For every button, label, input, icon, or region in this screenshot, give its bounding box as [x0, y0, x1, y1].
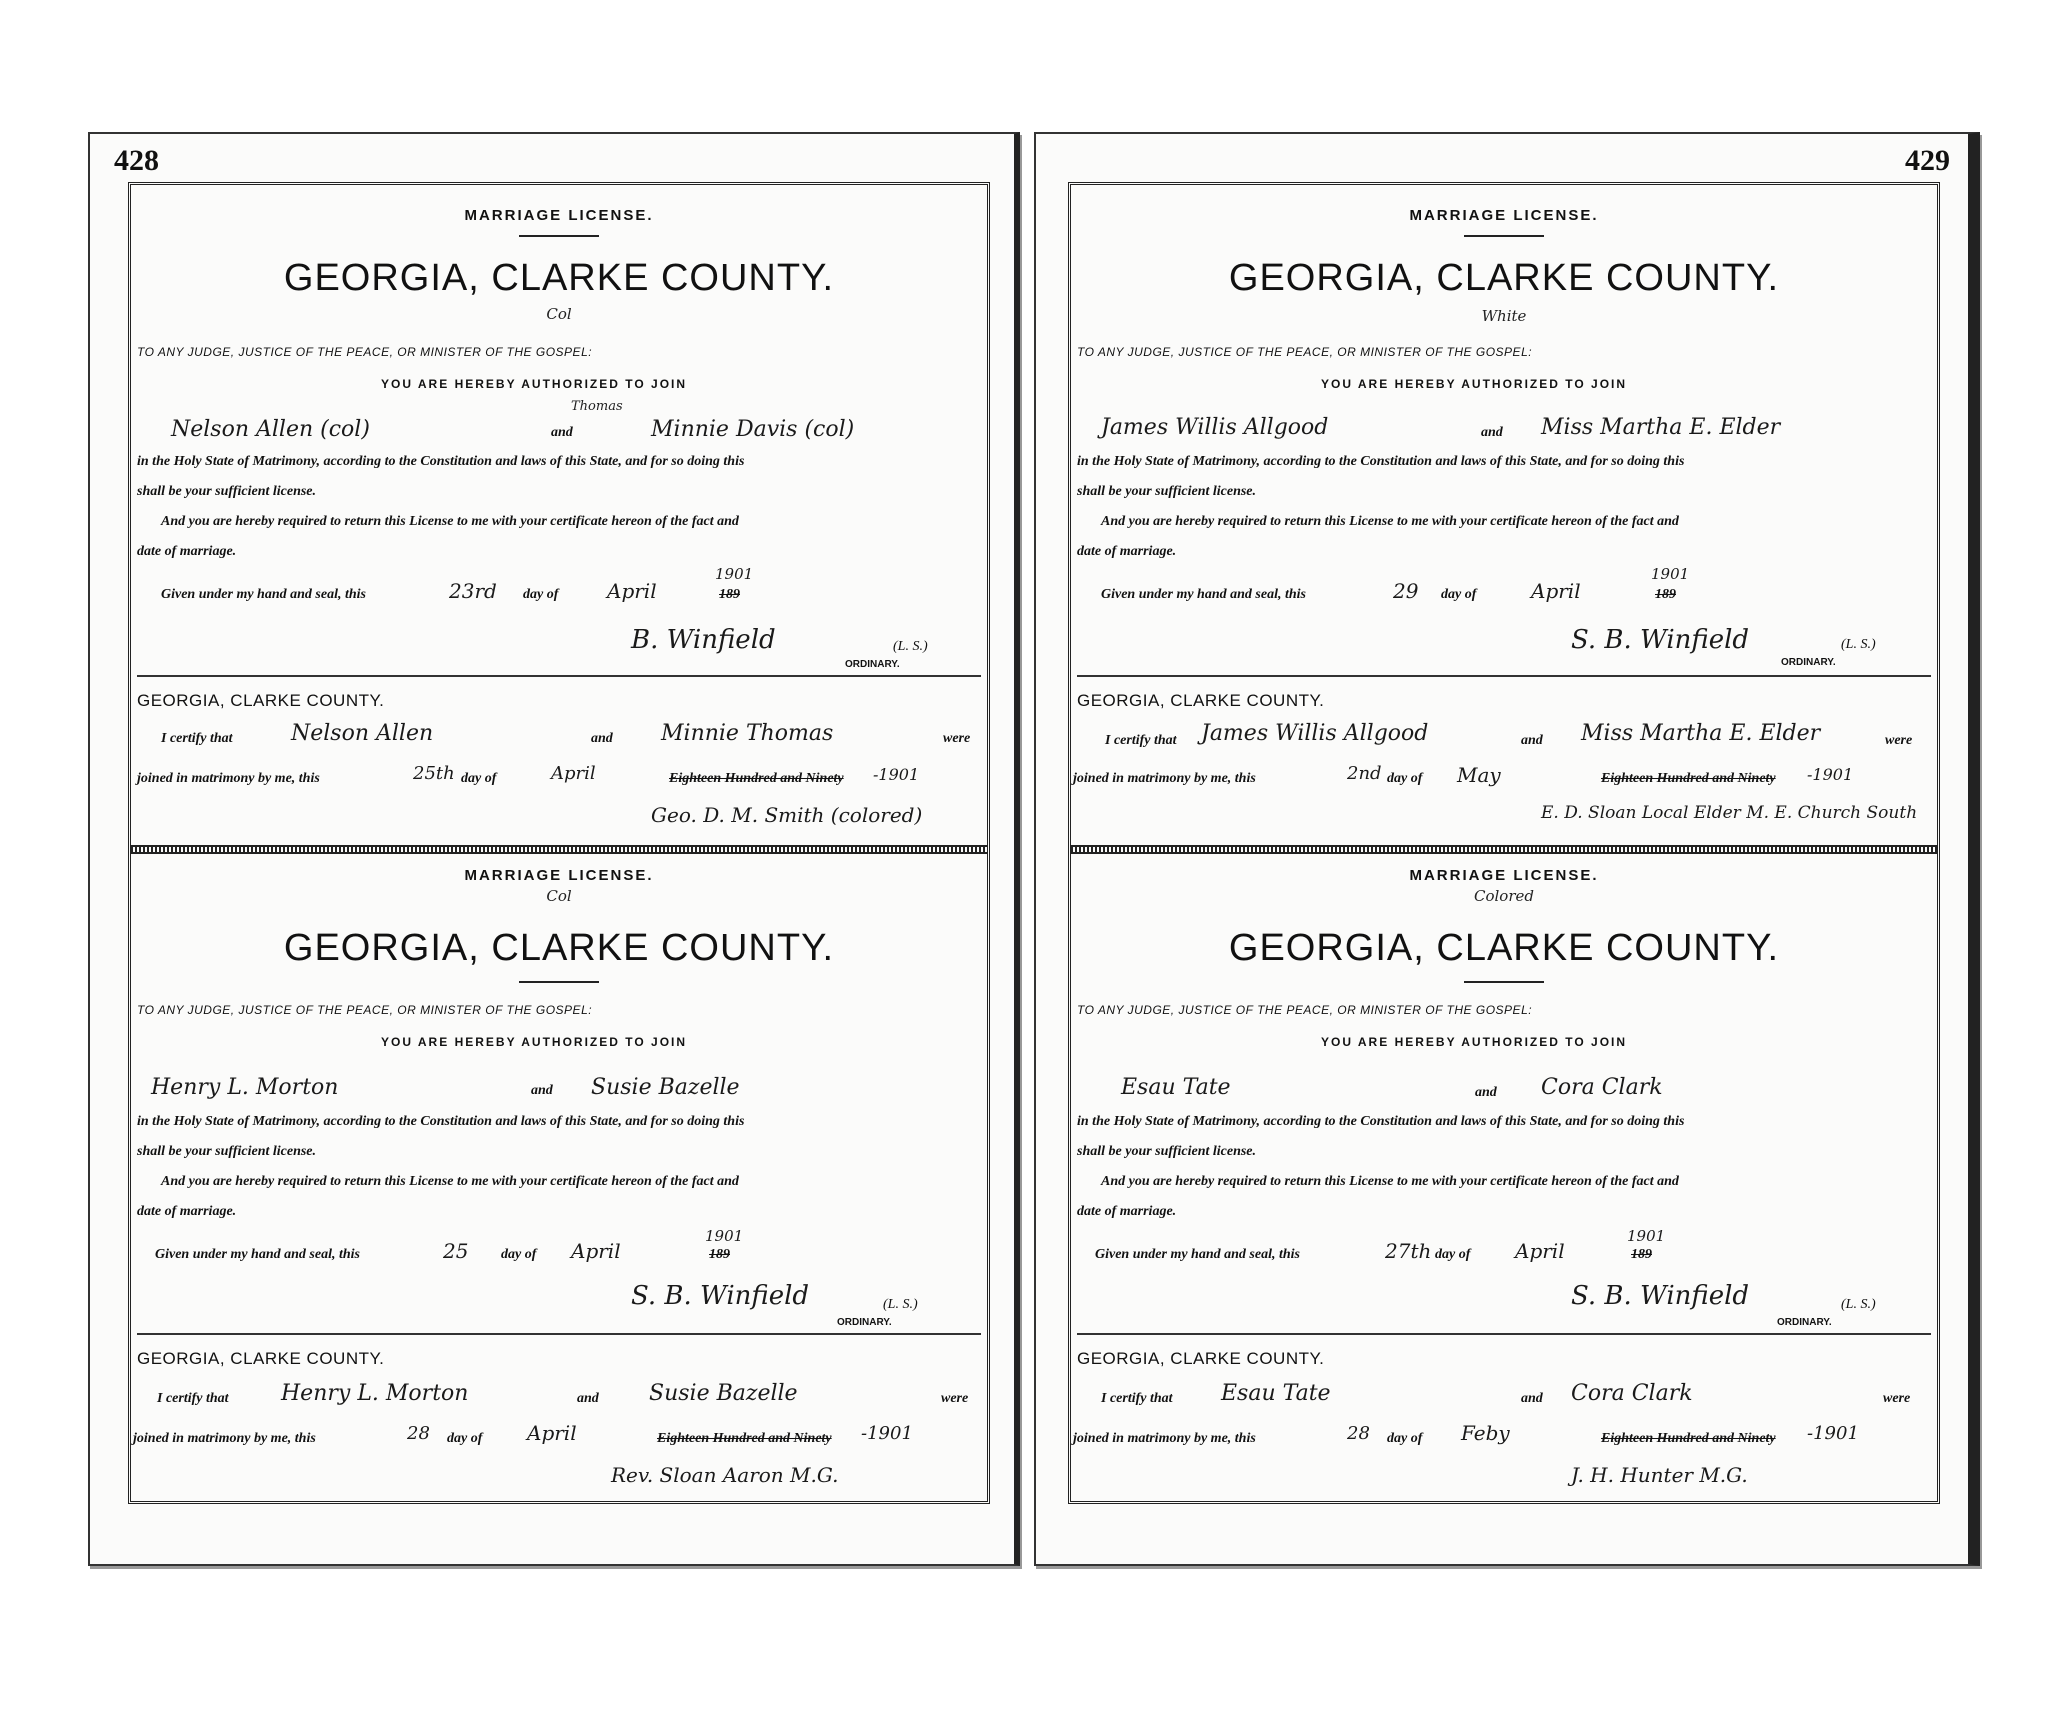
license-divider: [131, 845, 987, 854]
bride-name: Miss Martha E. Elder: [1541, 415, 1781, 440]
addressee-line: TO ANY JUDGE, JUSTICE OF THE PEACE, OR MINISTER OF THE GOSPEL:: [1077, 345, 1533, 359]
certificate-groom: Nelson Allen: [291, 721, 434, 746]
race-annotation: Colored: [1474, 887, 1534, 905]
certificate-month: April: [527, 1421, 577, 1445]
license-month: April: [571, 1239, 621, 1263]
joined-label: joined in matrimony by me, this: [1073, 771, 1256, 786]
body-line-4: date of marriage.: [1077, 544, 1177, 559]
county-title: GEORGIA, CLARKE COUNTY.: [1228, 257, 1780, 299]
certificate-year: -1901: [873, 765, 920, 784]
certificate-day-of: day of: [1387, 771, 1423, 786]
license-month: April: [1531, 579, 1581, 603]
certificate-rule: [1077, 1333, 1931, 1335]
certificate-and: and: [1521, 1391, 1543, 1406]
bride-name: Minnie Davis (col): [651, 417, 855, 442]
body-line-1: in the Holy State of Matrimony, according to the Constitution and laws of this State, and for so doing this: [137, 1114, 745, 1129]
body-line-3: And you are hereby required to return this License to me with your certificate hereon of the fact and: [1101, 1174, 1679, 1189]
certificate-rule: [1077, 675, 1931, 677]
bride-alt-name: Thomas: [571, 399, 623, 414]
joined-label: joined in matrimony by me, this: [133, 1431, 316, 1446]
certificate-title: GEORGIA, CLARKE COUNTY.: [137, 691, 385, 710]
body-line-1: in the Holy State of Matrimony, according to the Constitution and laws of this State, and for so doing this: [137, 454, 745, 469]
given-label: Given under my hand and seal, this: [155, 1247, 360, 1262]
body-line-2: shall be your sufficient license.: [1077, 1144, 1257, 1159]
header-rule: [519, 235, 599, 237]
certificate-day: 28: [407, 1423, 430, 1444]
ordinary-signature: S. B. Winfield: [1571, 1281, 1750, 1311]
marriage-license-3: [1071, 185, 1937, 853]
officiant-signature: Geo. D. M. Smith (colored): [651, 803, 923, 827]
body-line-1: in the Holy State of Matrimony, according to the Constitution and laws of this State, and for so doing this: [1077, 454, 1685, 469]
certificate-and: and: [1521, 733, 1543, 748]
ordinary-signature: S. B. Winfield: [631, 1281, 810, 1311]
groom-name: James Willis Allgood: [1101, 415, 1329, 440]
day-of-label: day of: [501, 1247, 537, 1262]
license-year: 1901: [1627, 1227, 1666, 1245]
license-month: April: [607, 579, 657, 603]
certificate-title: GEORGIA, CLARKE COUNTY.: [1077, 1349, 1325, 1368]
license-year: 1901: [1651, 565, 1690, 583]
day-of-label: day of: [523, 587, 559, 602]
and-label: and: [1475, 1085, 1497, 1100]
county-title: GEORGIA, CLARKE COUNTY.: [1228, 927, 1780, 969]
ordinary-label: ORDINARY.: [837, 1317, 892, 1328]
groom-name: Henry L. Morton: [151, 1075, 339, 1100]
header-rule: [519, 981, 599, 983]
bride-name: Susie Bazelle: [591, 1075, 740, 1100]
authorized-line: YOU ARE HEREBY AUTHORIZED TO JOIN: [1321, 377, 1628, 391]
license-header: MARRIAGE LICENSE.: [464, 207, 654, 224]
ordinary-label: ORDINARY.: [1777, 1317, 1832, 1328]
certificate-bride: Miss Martha E. Elder: [1581, 721, 1821, 746]
page-frame: [1068, 182, 1940, 1504]
marriage-license-1: [131, 185, 987, 853]
printed-century: Eighteen Hundred and Ninety: [1601, 1431, 1776, 1446]
ordinary-label: ORDINARY.: [845, 659, 900, 670]
and-label: and: [1481, 425, 1503, 440]
certificate-bride: Cora Clark: [1571, 1381, 1693, 1406]
header-rule: [1464, 235, 1544, 237]
certificate-title: GEORGIA, CLARKE COUNTY.: [137, 1349, 385, 1368]
body-line-2: shall be your sufficient license.: [137, 1144, 317, 1159]
body-line-1: in the Holy State of Matrimony, according to the Constitution and laws of this State, and for so doing this: [1077, 1114, 1685, 1129]
were-label: were: [1883, 1391, 1911, 1406]
license-year: 1901: [705, 1227, 744, 1245]
certificate-title: GEORGIA, CLARKE COUNTY.: [1077, 691, 1325, 710]
certificate-year: -1901: [1807, 1423, 1859, 1444]
addressee-line: TO ANY JUDGE, JUSTICE OF THE PEACE, OR MINISTER OF THE GOSPEL:: [1077, 1003, 1533, 1017]
ordinary-signature: S. B. Winfield: [1571, 625, 1750, 655]
certificate-groom: Henry L. Morton: [281, 1381, 469, 1406]
certificate-bride: Susie Bazelle: [649, 1381, 798, 1406]
officiant-signature: Rev. Sloan Aaron M.G.: [611, 1463, 839, 1487]
joined-label: joined in matrimony by me, this: [137, 771, 320, 786]
certificate-year: -1901: [1807, 765, 1854, 784]
certificate-month: May: [1457, 763, 1501, 787]
authorized-line: YOU ARE HEREBY AUTHORIZED TO JOIN: [381, 377, 688, 391]
printed-century: Eighteen Hundred and Ninety: [1601, 771, 1776, 786]
county-title: GEORGIA, CLARKE COUNTY.: [283, 257, 835, 299]
license-month: April: [1515, 1239, 1565, 1263]
certificate-rule: [137, 1333, 981, 1335]
printed-year: 189: [1631, 1247, 1652, 1262]
printed-year: 189: [719, 587, 740, 602]
certificate-bride: Minnie Thomas: [661, 721, 834, 746]
body-line-2: shall be your sufficient license.: [137, 484, 317, 499]
were-label: were: [943, 731, 971, 746]
were-label: were: [1885, 733, 1913, 748]
marriage-license-2: [131, 855, 987, 1523]
given-label: Given under my hand and seal, this: [1095, 1247, 1300, 1262]
certificate-groom: James Willis Allgood: [1201, 721, 1429, 746]
license-day: 29: [1393, 579, 1419, 603]
addressee-line: TO ANY JUDGE, JUSTICE OF THE PEACE, OR MINISTER OF THE GOSPEL:: [137, 345, 593, 359]
certificate-groom: Esau Tate: [1221, 1381, 1331, 1406]
and-label: and: [531, 1083, 553, 1098]
license-day: 25: [443, 1239, 469, 1263]
marriage-license-4: [1071, 855, 1937, 1523]
printed-year: 189: [1655, 587, 1676, 602]
certificate-day: 2nd: [1347, 763, 1382, 784]
race-annotation: White: [1481, 307, 1527, 325]
addressee-line: TO ANY JUDGE, JUSTICE OF THE PEACE, OR MINISTER OF THE GOSPEL:: [137, 1003, 593, 1017]
license-header: MARRIAGE LICENSE.: [464, 867, 654, 884]
groom-name: Esau Tate: [1121, 1075, 1231, 1100]
day-of-label: day of: [1435, 1247, 1471, 1262]
officiant-signature: J. H. Hunter M.G.: [1571, 1463, 1748, 1487]
printed-century: Eighteen Hundred and Ninety: [657, 1431, 832, 1446]
certificate-month: April: [551, 763, 596, 784]
certificate-day-of: day of: [1387, 1431, 1423, 1446]
body-line-3: And you are hereby required to return this License to me with your certificate hereon of the fact and: [161, 1174, 739, 1189]
groom-name: Nelson Allen (col): [171, 417, 370, 442]
certificate-and: and: [577, 1391, 599, 1406]
printed-century: Eighteen Hundred and Ninety: [669, 771, 844, 786]
bride-name: Cora Clark: [1541, 1075, 1663, 1100]
certify-label: I certify that: [157, 1391, 229, 1406]
ordinary-label: ORDINARY.: [1781, 657, 1836, 668]
certify-label: I certify that: [1105, 733, 1177, 748]
certificate-day-of: day of: [461, 771, 497, 786]
printed-year: 189: [709, 1247, 730, 1262]
body-line-4: date of marriage.: [1077, 1204, 1177, 1219]
body-line-3: And you are hereby required to return this License to me with your certificate hereon of the fact and: [1101, 514, 1679, 529]
license-header: MARRIAGE LICENSE.: [1409, 207, 1599, 224]
page-429: [1034, 132, 1980, 1566]
page-frame: [128, 182, 990, 1504]
certificate-day-of: day of: [447, 1431, 483, 1446]
body-line-2: shall be your sufficient license.: [1077, 484, 1257, 499]
day-of-label: day of: [1441, 587, 1477, 602]
certificate-day: 25th: [413, 763, 455, 784]
body-line-4: date of marriage.: [137, 544, 237, 559]
page-number: 428: [114, 144, 159, 177]
seal-label: (L. S.): [1841, 1297, 1876, 1312]
license-day: 23rd: [449, 579, 497, 603]
county-title: GEORGIA, CLARKE COUNTY.: [283, 927, 835, 969]
certificate-year: -1901: [861, 1423, 913, 1444]
seal-label: (L. S.): [1841, 637, 1876, 652]
license-year: 1901: [715, 565, 754, 583]
race-annotation: Col: [546, 305, 572, 323]
authorized-line: YOU ARE HEREBY AUTHORIZED TO JOIN: [381, 1035, 688, 1049]
seal-label: (L. S.): [883, 1297, 918, 1312]
officiant-signature: E. D. Sloan Local Elder M. E. Church South: [1541, 803, 1918, 823]
certificate-and: and: [591, 731, 613, 746]
certificate-rule: [137, 675, 981, 677]
certify-label: I certify that: [1101, 1391, 1173, 1406]
certify-label: I certify that: [161, 731, 233, 746]
and-label: and: [551, 425, 573, 440]
license-divider: [1071, 845, 1937, 854]
were-label: were: [941, 1391, 969, 1406]
page-number: 429: [1905, 144, 1950, 177]
header-rule: [1464, 981, 1544, 983]
body-line-4: date of marriage.: [137, 1204, 237, 1219]
authorized-line: YOU ARE HEREBY AUTHORIZED TO JOIN: [1321, 1035, 1628, 1049]
race-annotation: Col: [546, 887, 572, 905]
certificate-month: Feby: [1461, 1421, 1510, 1445]
joined-label: joined in matrimony by me, this: [1073, 1431, 1256, 1446]
ordinary-signature: B. Winfield: [631, 625, 776, 655]
page-428: [88, 132, 1020, 1566]
given-label: Given under my hand and seal, this: [161, 587, 366, 602]
body-line-3: And you are hereby required to return this License to me with your certificate hereon of the fact and: [161, 514, 739, 529]
certificate-day: 28: [1347, 1423, 1370, 1444]
seal-label: (L. S.): [893, 639, 928, 654]
given-label: Given under my hand and seal, this: [1101, 587, 1306, 602]
license-day: 27th: [1385, 1239, 1432, 1263]
license-header: MARRIAGE LICENSE.: [1409, 867, 1599, 884]
